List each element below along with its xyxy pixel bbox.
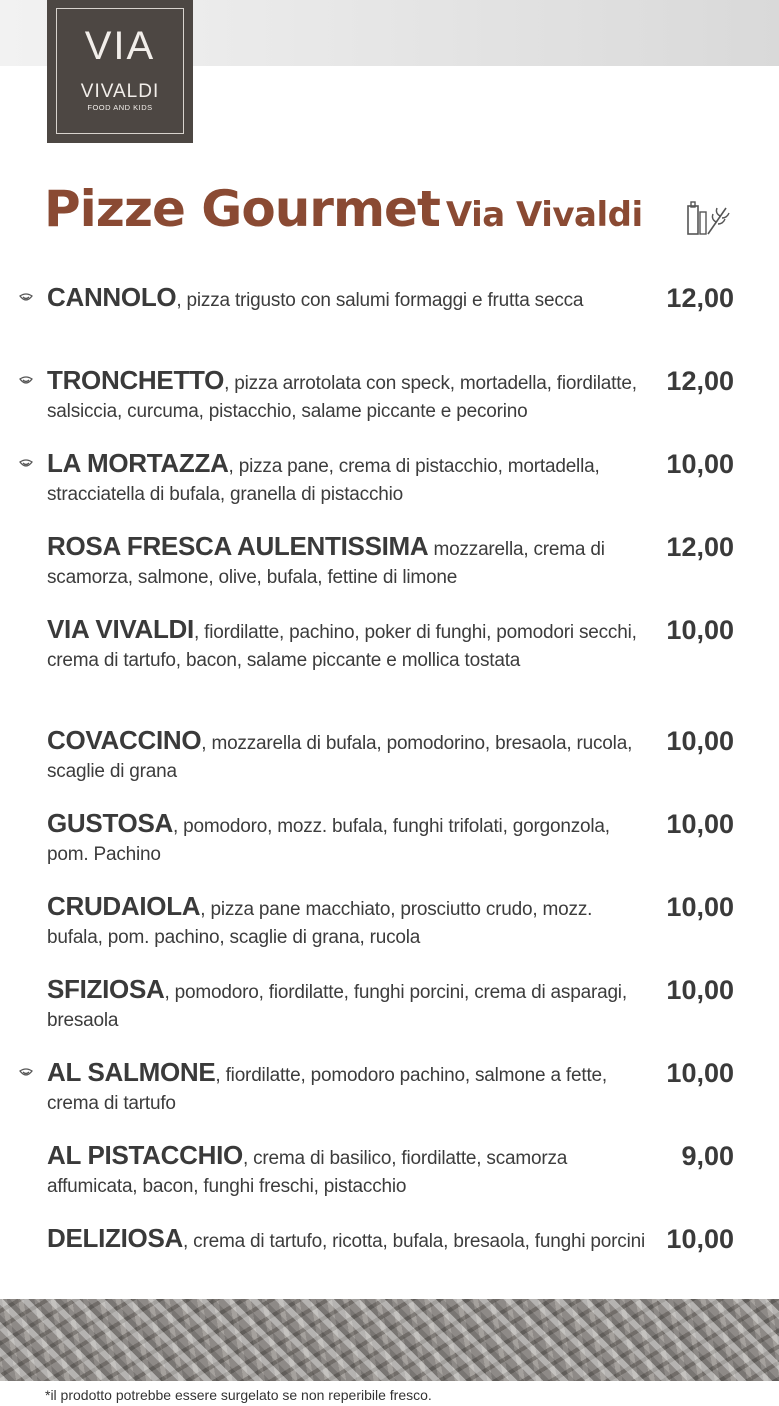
logo-via: VIA	[84, 24, 156, 68]
menu-item-description: pizza pane macchiato, prosciutto crudo, mozz. bufala, pom. pachino, scaglie di grana, rucola	[47, 899, 593, 948]
menu-item-description: pomodoro, mozz. bufala, funghi trifolati, gorgonzola, pom. Pachino	[47, 816, 610, 865]
menu-item-price: 12,00	[666, 532, 734, 562]
menu-item-price: 10,00	[666, 892, 734, 922]
frozen-product-icon	[19, 458, 33, 470]
menu-item-price: 10,00	[666, 809, 734, 839]
menu-item-text	[47, 726, 647, 786]
menu-item-description: pizza pane, crema di pistacchio, mortadella, stracciatella di bufala, granella di pistacchio	[47, 456, 600, 505]
frozen-product-icon	[19, 375, 33, 387]
menu-item-price: 10,00	[666, 1224, 734, 1254]
menu-item-text	[47, 1224, 647, 1256]
menu-item-description: crema di tartufo, ricotta, bufala, bresaola, funghi porcini	[193, 1231, 645, 1252]
menu-item-separator: ,	[201, 733, 212, 754]
menu-item-description: pomodoro, fiordilatte, funghi porcini, crema di asparagi, bresaola	[47, 982, 627, 1031]
menu-item-text	[47, 892, 647, 952]
menu-item-separator: ,	[224, 373, 235, 394]
menu-item-name: ROSA FRESCA AULENTISSIMA	[47, 531, 429, 561]
menu-item-name: SFIZIOSA	[47, 974, 165, 1004]
menu-item-description: fiordilatte, pomodoro pachino, salmone a fette, crema di tartufo	[47, 1065, 607, 1114]
menu-item-price: 10,00	[666, 615, 734, 645]
menu-item-separator: ,	[242, 1148, 254, 1169]
logo-vivaldi: VIVALDI	[80, 81, 160, 102]
menu-item-separator: ,	[176, 290, 187, 311]
menu-item-text	[47, 366, 647, 426]
menu-item-separator: ,	[215, 1065, 226, 1086]
menu-item-separator: ,	[164, 982, 175, 1003]
menu-item-price: 10,00	[666, 449, 734, 479]
logo	[47, 0, 193, 143]
menu-item-text	[47, 975, 647, 1035]
menu-item-text	[47, 1141, 647, 1201]
menu-item-description: pizza trigusto con salumi formaggi e frutta secca	[186, 290, 584, 311]
menu-item-name: CANNOLO	[47, 282, 177, 312]
menu-item-price: 9,00	[681, 1141, 734, 1171]
frozen-product-icon	[19, 1067, 33, 1079]
menu-item-separator: ,	[182, 1231, 194, 1252]
menu-item-name: AL SALMONE	[47, 1057, 216, 1087]
menu-item-description: crema di basilico, fiordilatte, scamorza affumicata, bacon, funghi freschi, pistacchio	[47, 1148, 568, 1197]
menu-item-text	[47, 283, 647, 315]
title-sub: Via Vivaldi	[445, 195, 643, 235]
logo-subtitle: FOOD AND KIDS	[87, 103, 153, 112]
frozen-product-icon	[19, 292, 33, 304]
title-main: Pizze Gourmet	[44, 180, 440, 238]
menu-item-name: VIA VIVALDI	[47, 614, 194, 644]
menu-item-name: COVACCINO	[47, 725, 202, 755]
menu-item-text	[47, 532, 647, 592]
menu-item-name: DELIZIOSA	[47, 1223, 183, 1253]
menu-item-price: 10,00	[666, 975, 734, 1005]
menu-item-name: AL PISTACCHIO	[47, 1140, 243, 1170]
menu-item-text	[47, 615, 647, 675]
menu-item-separator: ,	[228, 456, 239, 477]
page-title	[44, 180, 643, 238]
menu-item-text	[47, 1058, 647, 1118]
menu-item-description: fiordilatte, pachino, poker di funghi, pomodori secchi, crema di tartufo, bacon, salame piccante e mollica tostata	[47, 622, 637, 671]
menu-item-description: pizza arrotolata con speck, mortadella, fiordilatte, salsiccia, curcuma, pistacchio, salame piccante e pecorino	[47, 373, 637, 422]
gluten-free-icon	[686, 200, 736, 240]
menu-item-separator: ,	[173, 816, 184, 837]
menu-item-name: GUSTOSA	[47, 808, 173, 838]
menu-item-name: CRUDAIOLA	[47, 891, 201, 921]
menu-item-text	[47, 809, 647, 869]
menu-item-price: 10,00	[666, 1058, 734, 1088]
menu-item-price: 12,00	[666, 283, 734, 313]
menu-item-price: 10,00	[666, 726, 734, 756]
menu-item-name: LA MORTAZZA	[47, 448, 229, 478]
menu-item-description: mozzarella di bufala, pomodorino, bresaola, rucola, scaglie di grana	[47, 733, 633, 782]
menu-item-text	[47, 449, 647, 509]
menu-item-separator: ,	[200, 899, 211, 920]
footnote: *il prodotto potrebbe essere surgelato se non reperibile fresco.	[45, 1387, 432, 1403]
decorative-band	[0, 1299, 779, 1381]
menu-item-price: 12,00	[666, 366, 734, 396]
menu-item-description: mozzarella, crema di scamorza, salmone, olive, bufala, fettine di limone	[47, 539, 605, 588]
menu-item-name: TRONCHETTO	[47, 365, 225, 395]
menu-item-separator: ,	[193, 622, 205, 643]
